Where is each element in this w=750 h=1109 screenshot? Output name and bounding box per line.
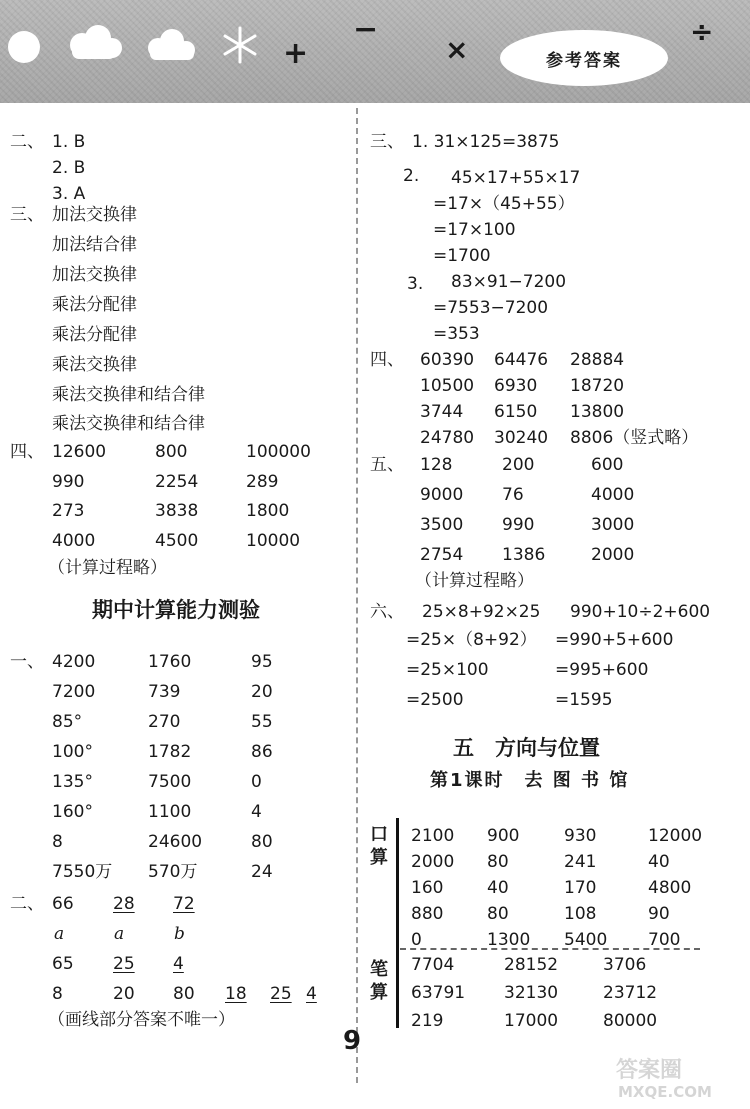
cell: 1100 xyxy=(148,802,192,822)
unit-title: 五 方向与位置 xyxy=(453,736,600,760)
page-number: 9 xyxy=(343,1026,362,1056)
answer: =995+600 xyxy=(555,660,649,680)
cell: 1386 xyxy=(502,545,546,565)
answer: 加法交换律 xyxy=(52,205,137,225)
cell: 20 xyxy=(251,682,273,702)
cell: 86 xyxy=(251,742,273,762)
header-banner xyxy=(0,0,750,103)
cell: 24780 xyxy=(420,428,475,448)
cell: 7704 xyxy=(411,955,455,975)
answer: =17×（45+55） xyxy=(433,194,575,214)
cell: 160° xyxy=(52,802,93,822)
cell: 100000 xyxy=(246,442,311,462)
answer: 25×8+92×25 xyxy=(422,602,541,622)
answer: =353 xyxy=(433,324,480,344)
cell: 6930 xyxy=(494,376,538,396)
divide-icon: ÷ xyxy=(690,15,714,48)
cell: 7200 xyxy=(52,682,96,702)
cell: 5400 xyxy=(564,930,608,950)
cell: 108 xyxy=(564,904,597,924)
answer: 乘法分配律 xyxy=(52,295,137,315)
cell: 2100 xyxy=(411,826,455,846)
section-label: 二、 xyxy=(10,132,44,152)
cell: 20 xyxy=(113,984,135,1004)
cell: 1300 xyxy=(487,930,531,950)
cell: 1760 xyxy=(148,652,192,672)
cell: 600 xyxy=(591,455,624,475)
cell: 12600 xyxy=(52,442,107,462)
answer: 1. B xyxy=(52,132,86,152)
answer: 乘法分配律 xyxy=(52,325,137,345)
cell: a xyxy=(54,924,65,944)
cell: 900 xyxy=(487,826,520,846)
plus-icon: + xyxy=(283,36,309,71)
cell: 4800 xyxy=(648,878,692,898)
cell: 570万 xyxy=(148,862,198,882)
note: （画线部分答案不唯一） xyxy=(48,1010,235,1030)
cell: 30240 xyxy=(494,428,549,448)
cell: 7550万 xyxy=(52,862,113,882)
underlined-cell: 72 xyxy=(173,894,195,914)
cell: 273 xyxy=(52,501,85,521)
cell: 64476 xyxy=(494,350,549,370)
cell: 0 xyxy=(251,772,262,792)
cloud-icon xyxy=(148,29,195,60)
answer: 1. 31×125=3875 xyxy=(412,132,560,152)
watermark-logo xyxy=(612,1055,742,1101)
answer: =990+5+600 xyxy=(555,630,674,650)
cell: 3500 xyxy=(420,515,464,535)
cell: 1782 xyxy=(148,742,192,762)
cell: 23712 xyxy=(603,983,658,1003)
section-label: 二、 xyxy=(10,894,44,914)
cell: 4200 xyxy=(52,652,96,672)
cell: 2000 xyxy=(591,545,635,565)
cell: 930 xyxy=(564,826,597,846)
cell: 18720 xyxy=(570,376,625,396)
cell: 95 xyxy=(251,652,273,672)
section-label: 四、 xyxy=(10,442,44,462)
cell: 241 xyxy=(564,852,597,872)
cell: 739 xyxy=(148,682,181,702)
answer: =1595 xyxy=(555,690,613,710)
section-label: 五、 xyxy=(370,455,404,475)
cell: 990 xyxy=(52,472,85,492)
cell: 80 xyxy=(173,984,195,1004)
circle-icon xyxy=(8,31,40,63)
cell: 10000 xyxy=(246,531,301,551)
svg-text:MXQE.COM: MXQE.COM xyxy=(618,1083,712,1101)
cell: a xyxy=(114,924,125,944)
written-label: 算 xyxy=(370,982,388,1003)
section-label: 四、 xyxy=(370,350,404,370)
cell: 24600 xyxy=(148,832,203,852)
cell: 3000 xyxy=(591,515,635,535)
answer: =1700 xyxy=(433,246,491,266)
cell: 7500 xyxy=(148,772,192,792)
oral-label: 算 xyxy=(370,847,388,868)
answer: 2. xyxy=(403,166,420,186)
note: （计算过程略） xyxy=(48,558,167,578)
cell: 80 xyxy=(251,832,273,852)
cell: 200 xyxy=(502,455,535,475)
answer: 990+10÷2+600 xyxy=(570,602,711,622)
answer: 乘法交换律和结合律 xyxy=(52,385,205,405)
cell: 9000 xyxy=(420,485,464,505)
underlined-cell: 28 xyxy=(113,894,135,914)
underlined-cell: 4 xyxy=(173,954,184,974)
section-label: 三、 xyxy=(370,132,404,152)
cloud-icon xyxy=(70,25,122,59)
cell: 80 xyxy=(487,904,509,924)
cell: 990 xyxy=(502,515,535,535)
times-icon: × xyxy=(445,33,469,66)
answer: =25×（8+92） xyxy=(406,630,537,650)
cell: 8 xyxy=(52,984,63,1004)
cell: 1800 xyxy=(246,501,290,521)
cell: 800 xyxy=(155,442,188,462)
section-label: 三、 xyxy=(10,205,44,225)
cell: 0 xyxy=(411,930,422,950)
answer: 加法结合律 xyxy=(52,235,137,255)
cell: 3706 xyxy=(603,955,647,975)
underlined-cell: 25 xyxy=(113,954,135,974)
answer: =2500 xyxy=(406,690,464,710)
cell: 2000 xyxy=(411,852,455,872)
cell: 4000 xyxy=(591,485,635,505)
cell: 160 xyxy=(411,878,444,898)
answer: =17×100 xyxy=(433,220,516,240)
written-label: 笔 xyxy=(370,959,388,980)
section-label: 六、 xyxy=(370,602,404,622)
answer: 加法交换律 xyxy=(52,265,137,285)
cell: 8 xyxy=(52,832,63,852)
cell: 128 xyxy=(420,455,453,475)
section-label: 一、 xyxy=(10,652,44,672)
cell: 289 xyxy=(246,472,279,492)
midterm-title: 期中计算能力测验 xyxy=(92,598,260,622)
cell: 65 xyxy=(52,954,74,974)
svg-text:答案圈: 答案圈 xyxy=(616,1058,683,1083)
answer: 45×17+55×17 xyxy=(451,168,581,188)
lesson-title: 第1课时 去 图 书 馆 xyxy=(430,770,630,791)
note: （计算过程略） xyxy=(415,571,534,591)
cell: 12000 xyxy=(648,826,703,846)
cell: 17000 xyxy=(504,1011,559,1031)
oral-label: 口 xyxy=(370,824,388,845)
answer: 乘法交换律和结合律 xyxy=(52,414,205,434)
cell: 76 xyxy=(502,485,524,505)
cell: 3744 xyxy=(420,402,464,422)
cell: 219 xyxy=(411,1011,444,1031)
column-divider xyxy=(356,108,358,1083)
cell: 10500 xyxy=(420,376,475,396)
answer: 乘法交换律 xyxy=(52,355,137,375)
cell: 2754 xyxy=(420,545,464,565)
cell: 90 xyxy=(648,904,670,924)
underlined-cell: 18 xyxy=(225,984,247,1004)
cell: 24 xyxy=(251,862,273,882)
cell: 13800 xyxy=(570,402,625,422)
cell: 40 xyxy=(487,878,509,898)
underlined-cell: 25 xyxy=(270,984,292,1004)
cell: 28152 xyxy=(504,955,559,975)
cell: 135° xyxy=(52,772,93,792)
cell: 2254 xyxy=(155,472,199,492)
answer: =7553−7200 xyxy=(433,298,549,318)
cell: 32130 xyxy=(504,983,559,1003)
cell: 40 xyxy=(648,852,670,872)
cell: b xyxy=(174,924,185,944)
cell: 4500 xyxy=(155,531,199,551)
cell: 170 xyxy=(564,878,597,898)
answer: 3. xyxy=(407,274,424,294)
cell: 63791 xyxy=(411,983,466,1003)
answer: 83×91−7200 xyxy=(451,272,567,292)
section-separator xyxy=(400,948,700,950)
cell: 270 xyxy=(148,712,181,732)
answer: 2. B xyxy=(52,158,86,178)
minus-icon: − xyxy=(353,12,379,47)
cell: 880 xyxy=(411,904,444,924)
answer: 3. A xyxy=(52,184,86,204)
underlined-cell: 4 xyxy=(306,984,317,1004)
cell: 8806（竖式略） xyxy=(570,428,699,448)
cell: 80 xyxy=(487,852,509,872)
cell: 55 xyxy=(251,712,273,732)
cell: 4 xyxy=(251,802,262,822)
snowflake-icon xyxy=(225,28,255,62)
cell: 60390 xyxy=(420,350,475,370)
answer: =25×100 xyxy=(406,660,489,680)
cell: 700 xyxy=(648,930,681,950)
cell: 28884 xyxy=(570,350,625,370)
cell: 6150 xyxy=(494,402,538,422)
cell: 4000 xyxy=(52,531,96,551)
cell: 66 xyxy=(52,894,74,914)
cell: 80000 xyxy=(603,1011,658,1031)
cell: 85° xyxy=(52,712,83,732)
answer-key-badge: 参考答案 xyxy=(500,30,668,86)
cell: 100° xyxy=(52,742,93,762)
cell: 3838 xyxy=(155,501,199,521)
